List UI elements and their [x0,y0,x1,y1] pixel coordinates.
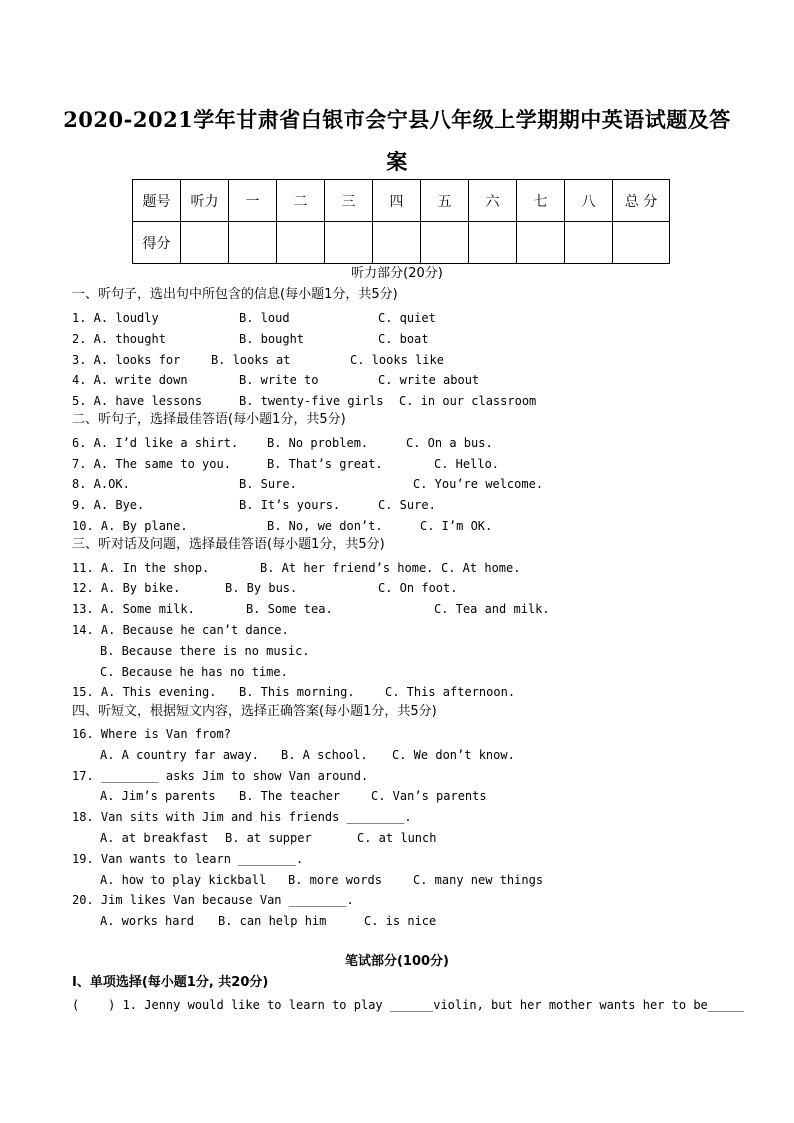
option-b: B. No, we don’t. [267,519,383,533]
option-b: B. looks at [211,353,291,367]
option-a: 3. A. looks for [72,353,181,367]
option-b: B. more words [288,873,382,887]
header-cell: 听力 [181,180,229,222]
header-cell: 总 分 [613,180,670,222]
option-c: C. Van’s parents [371,789,487,803]
question-stem: 17. ________ asks Jim to show Van around. [72,769,369,783]
option-c: C. boat [378,332,429,346]
header-cell: 八 [565,180,613,222]
header-cell: 四 [373,180,421,222]
option-c: C. At home. [441,561,521,575]
row-label-cell: 得分 [133,222,181,264]
score-cell[interactable] [421,222,469,264]
option-a: 5. A. have lessons [72,394,203,408]
written-question-1: ( ) 1. Jenny would like to learn to play ______violin, but her mother wants her to be_____ [72,998,744,1012]
option-a: A. works hard [100,914,194,928]
option-c: C. Sure. [378,498,436,512]
option-c: C. is nice [364,914,437,928]
option-c: C. write about [378,373,480,387]
score-table [132,179,670,264]
option-b: B. can help him [218,914,327,928]
score-cell[interactable] [517,222,565,264]
option-b: B. This morning. [239,685,355,699]
score-cell[interactable] [181,222,229,264]
option-c: C. I’m OK. [420,519,493,533]
header-cell: 三 [325,180,373,222]
option-a: 11. A. In the shop. [72,561,210,575]
score-cell[interactable] [373,222,421,264]
score-cell[interactable] [229,222,277,264]
option-a: 10. A. By plane. [72,519,188,533]
option-b: B. Because there is no music. [100,644,310,658]
option-a: A. how to play kickball [100,873,267,887]
option-a: A. A country far away. [100,748,259,762]
option-a: 7. A. The same to you. [72,457,231,471]
option-a: 14. A. Because he can’t dance. [72,623,289,637]
listening-heading: 听力部分(20分) [351,266,443,281]
option-a: A. at breakfast [100,831,209,845]
section-heading: I、单项选择(每小题1分, 共20分) [72,975,269,990]
option-c: C. at lunch [357,831,437,845]
option-b: B. By bus. [225,581,298,595]
option-a: 12. A. By bike. [72,581,181,595]
header-cell: 一 [229,180,277,222]
option-c: C. On a bus. [406,436,493,450]
question-stem: 18. Van sits with Jim and his friends ________. [72,810,412,824]
option-c: C. in our classroom [399,394,537,408]
option-c: C. looks like [350,353,444,367]
section-heading: 三、听对话及问题，选择最佳答语(每小题1分，共5分) [72,537,385,552]
score-table-header-row [133,180,670,222]
score-cell[interactable] [469,222,517,264]
option-c: C. Hello. [434,457,500,471]
option-a: 8. A.OK. [72,477,130,491]
option-b: B. twenty-five girls [239,394,384,408]
document-title-line-2: 案 [386,149,408,174]
option-c: C. Tea and milk. [434,602,550,616]
score-cell[interactable] [325,222,373,264]
option-b: B. bought [239,332,305,346]
option-b: B. No problem. [267,436,369,450]
score-cell[interactable] [277,222,325,264]
question-stem: 20. Jim likes Van because Van ________. [72,893,354,907]
option-b: B. Some tea. [246,602,333,616]
option-c: C. Because he has no time. [100,665,288,679]
document-title-line-1: 2020-2021学年甘肃省白银市会宁县八年级上学期期中英语试题及答 [63,107,731,132]
option-b: B. write to [239,373,319,387]
score-table-score-row [133,222,670,264]
option-b: B. Sure. [239,477,297,491]
option-a: 2. A. thought [72,332,166,346]
option-a: 1. A. loudly [72,311,159,325]
option-c: C. You’re welcome. [413,477,544,491]
option-a: A. Jim’s parents [100,789,216,803]
option-c: C. quiet [378,311,436,325]
score-cell[interactable] [613,222,670,264]
option-a: 6. A. I’d like a shirt. [72,436,239,450]
option-c: C. We don’t know. [392,748,515,762]
option-c: C. This afternoon. [385,685,516,699]
section-heading: 四、听短文，根据短文内容，选择正确答案(每小题1分，共5分) [72,704,437,719]
header-cell: 题号 [133,180,181,222]
option-a: 15. A. This evening. [72,685,217,699]
option-b: B. That’s great. [267,457,383,471]
question-stem: 16. Where is Van from? [72,727,231,741]
header-cell: 五 [421,180,469,222]
section-heading: 二、听句子，选择最佳答语(每小题1分，共5分) [72,412,346,427]
section-heading: 一、听句子，选出句中所包含的信息(每小题1分，共5分) [72,287,398,302]
written-heading: 笔试部分(100分) [344,954,450,969]
option-c: C. On foot. [378,581,458,595]
option-b: B. It’s yours. [239,498,341,512]
option-a: 4. A. write down [72,373,188,387]
header-cell: 二 [277,180,325,222]
option-c: C. many new things [413,873,544,887]
header-cell: 七 [517,180,565,222]
score-cell[interactable] [565,222,613,264]
question-stem: 19. Van wants to learn ________. [72,852,304,866]
option-b: B. at supper [225,831,312,845]
option-b: B. A school. [281,748,368,762]
option-a: 9. A. Bye. [72,498,145,512]
header-cell: 六 [469,180,517,222]
option-b: B. At her friend’s home. [260,561,434,575]
option-a: 13. A. Some milk. [72,602,195,616]
option-b: B. loud [239,311,290,325]
option-b: B. The teacher [239,789,341,803]
